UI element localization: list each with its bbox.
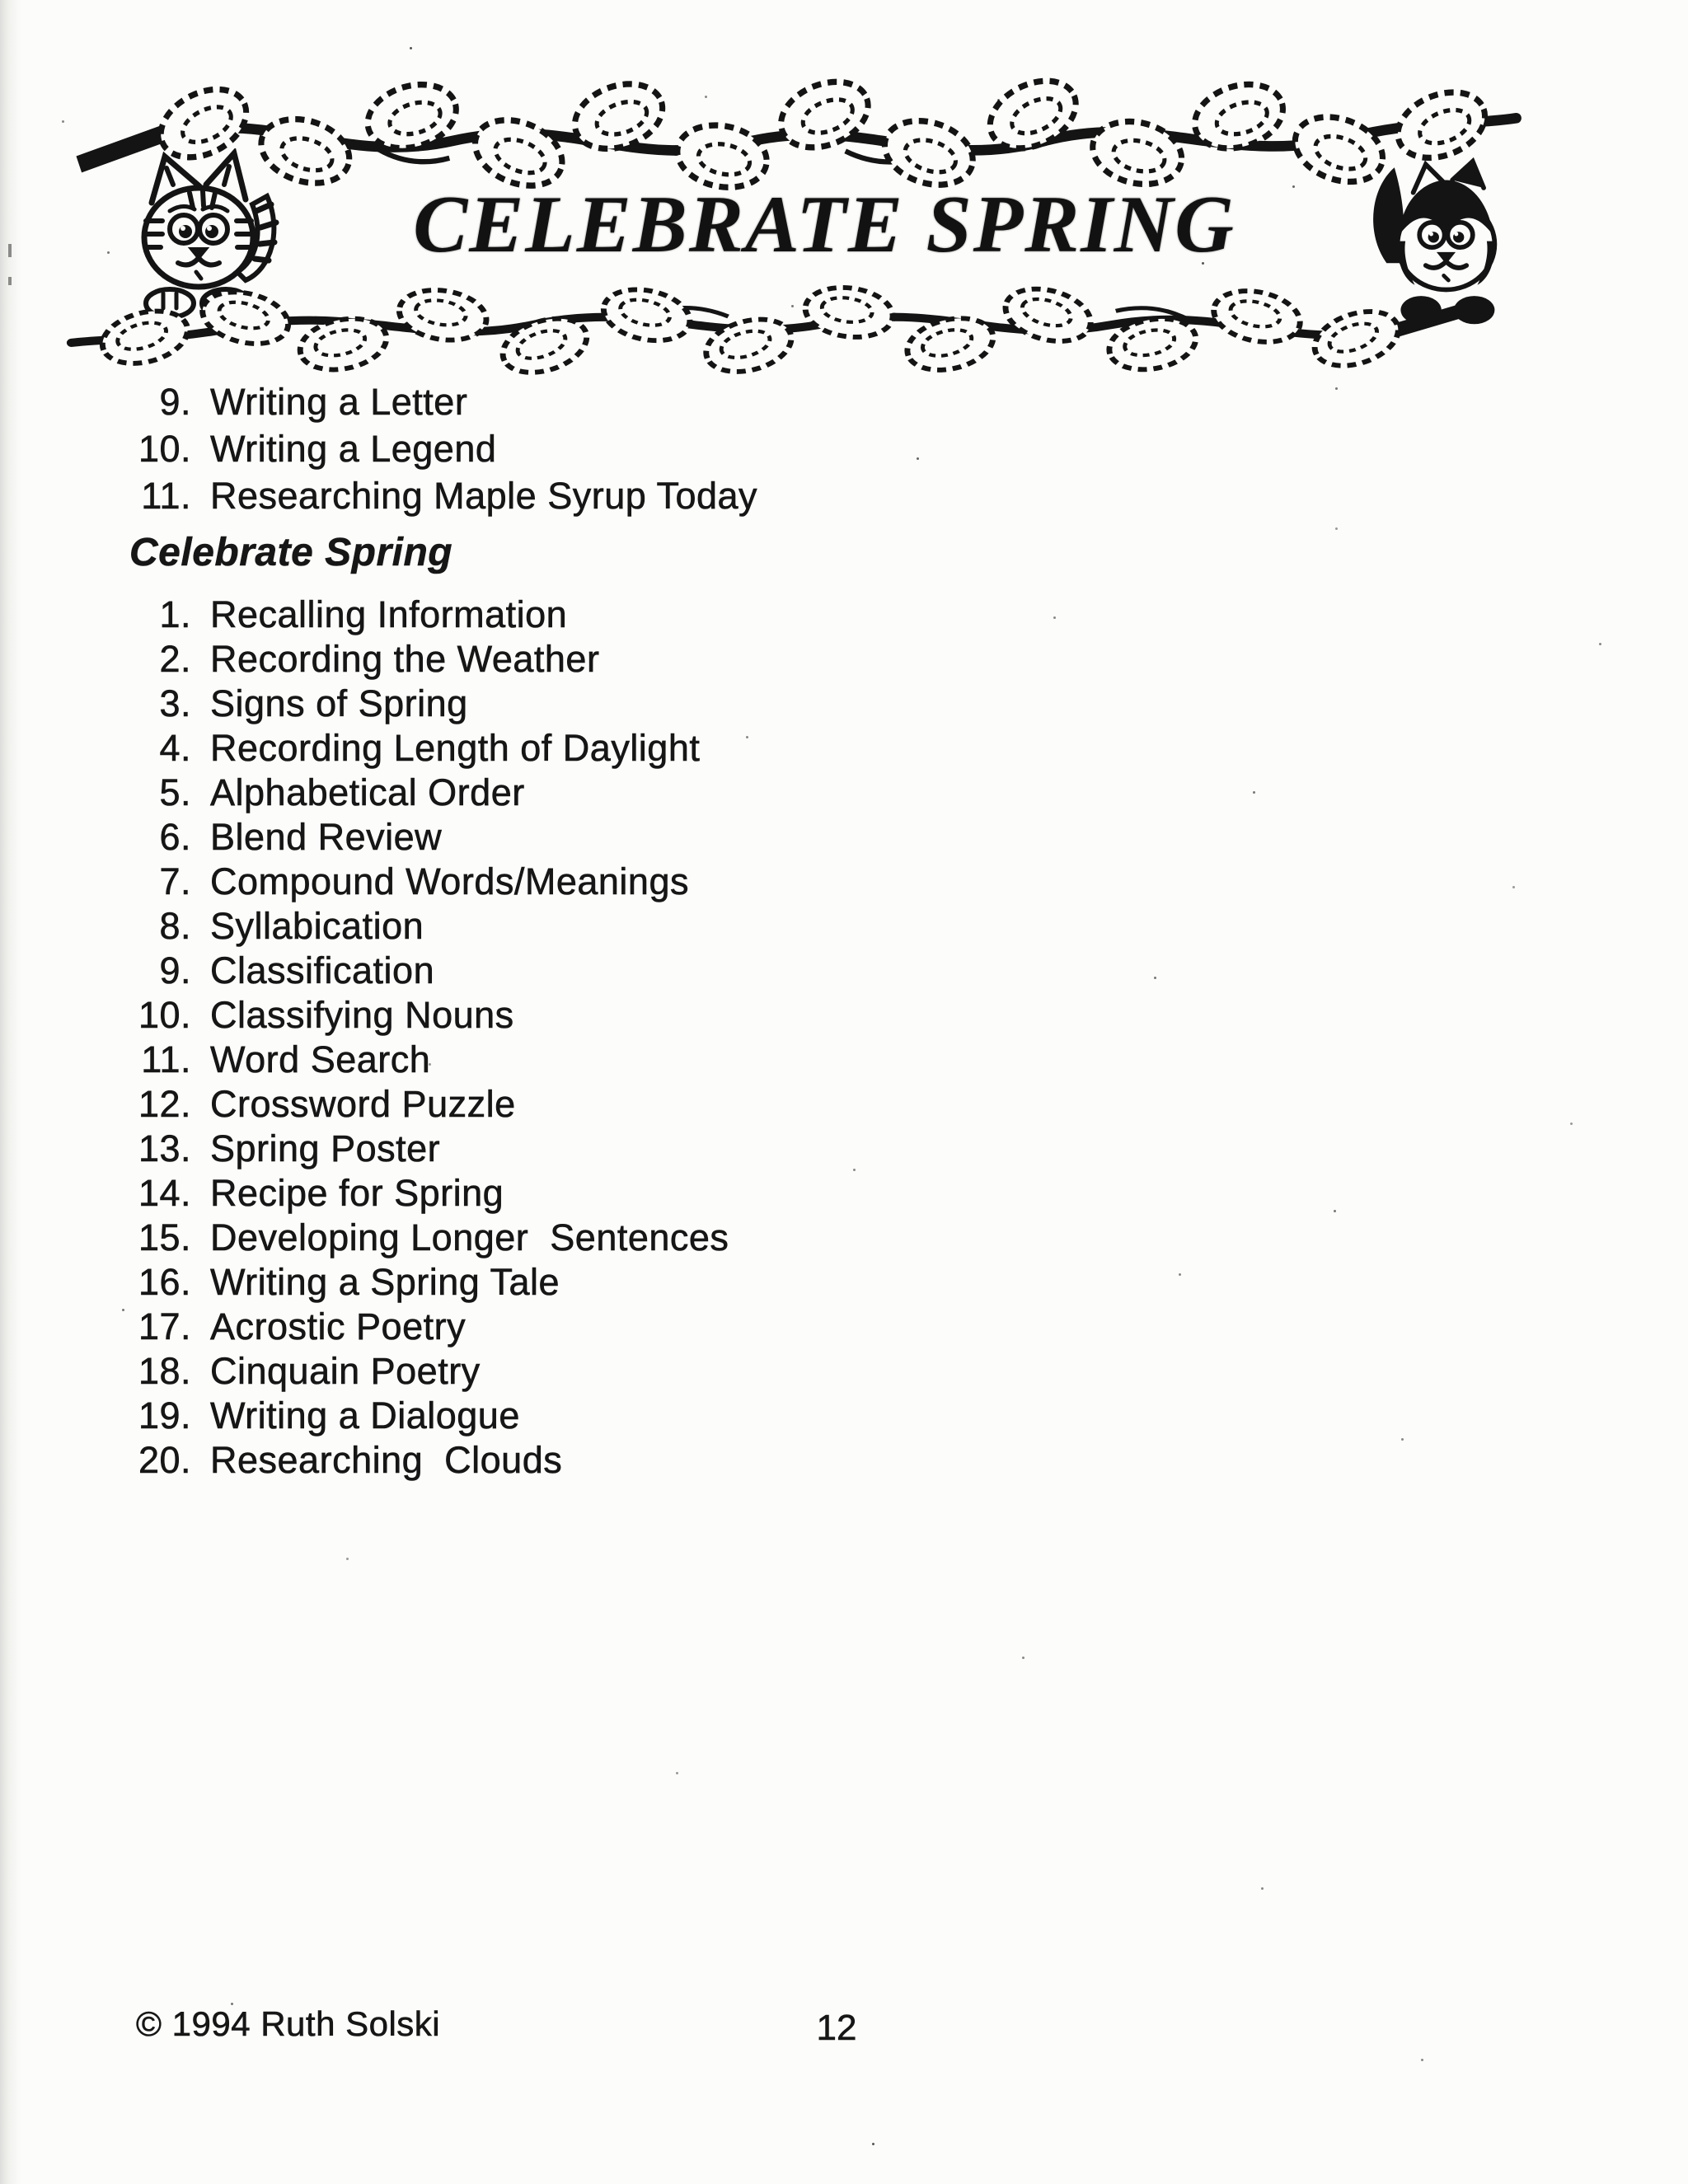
list-item-number: 16. (138, 1261, 191, 1303)
list-item-label: Writing a Letter (210, 381, 468, 423)
list-item-number: 3. (159, 682, 191, 724)
list-item (122, 1127, 729, 1172)
list-item-label: Classifying Nouns (210, 994, 514, 1036)
list-item-label: Alphabetical Order (210, 771, 525, 813)
list-item (122, 860, 729, 905)
list-item-label: Crossword Puzzle (210, 1083, 516, 1125)
list-item-label: Recalling Information (210, 593, 568, 635)
list-item-number: 18. (138, 1350, 191, 1392)
list-item-label: Developing Longer Sentences (210, 1216, 729, 1258)
list-item-number: 4. (159, 727, 191, 769)
list-item-number: 20. (138, 1439, 191, 1481)
list-item (122, 816, 729, 860)
list-item-number: 9. (159, 381, 191, 423)
list-item (122, 1216, 729, 1261)
list-item-label: Spring Poster (210, 1127, 441, 1169)
list-item-number: 11. (141, 1038, 191, 1080)
page-title: CELEBRATE SPRING (413, 180, 1236, 269)
list-item-number: 6. (159, 816, 191, 858)
list-item-number: 7. (159, 860, 191, 902)
list-item (122, 1305, 729, 1350)
list-item-label: Recipe for Spring (210, 1172, 504, 1214)
list-item-number: 10. (138, 428, 191, 470)
list-item-label: Signs of Spring (210, 682, 468, 724)
list-item (122, 771, 729, 816)
list-item-number: 9. (159, 949, 191, 991)
page-number: 12 (816, 2008, 857, 2048)
scan-artifact (8, 277, 12, 285)
list-item-number: 5. (159, 771, 191, 813)
copyright-notice: © 1994 Ruth Solski (136, 2004, 441, 2043)
scan-artifact (8, 244, 12, 257)
list-item-number: 11. (141, 475, 191, 517)
list-item-label: Cinquain Poetry (210, 1350, 481, 1392)
list-item-number: 1. (159, 593, 191, 635)
list-item-label: Writing a Legend (210, 428, 497, 470)
list-item-number: 15. (138, 1216, 191, 1258)
list-item (122, 638, 729, 682)
list-item (122, 949, 729, 994)
scan-edge-shadow (0, 0, 21, 2184)
list-item (122, 1394, 729, 1439)
list-item (122, 727, 729, 771)
continued-activity-list (122, 381, 757, 522)
list-item-number: 19. (138, 1394, 191, 1436)
list-item-label: Writing a Spring Tale (210, 1261, 560, 1303)
list-item-label: Recording Length of Daylight (210, 727, 701, 769)
list-item-number: 12. (138, 1083, 191, 1125)
list-item (122, 1083, 729, 1127)
list-item-number: 2. (159, 638, 191, 680)
scan-noise (0, 0, 2, 2)
list-item-number: 10. (138, 994, 191, 1036)
list-item (122, 1172, 729, 1216)
list-item-label: Blend Review (210, 816, 443, 858)
list-item-label: Acrostic Poetry (210, 1305, 467, 1347)
list-item (122, 381, 757, 428)
pussy-willow-branch-icon (59, 282, 1495, 386)
list-item (122, 682, 729, 727)
list-item-label: Word Search (210, 1038, 431, 1080)
list-item (122, 593, 729, 638)
list-item-number: 8. (159, 905, 191, 947)
list-item-label: Classification (210, 949, 435, 991)
section-heading: Celebrate Spring (129, 531, 453, 574)
list-item (122, 1038, 729, 1083)
list-item-label: Recording the Weather (210, 638, 600, 680)
list-item (122, 475, 757, 522)
list-item (122, 428, 757, 475)
list-item-label: Compound Words/Meanings (210, 860, 689, 902)
list-item (122, 1350, 729, 1394)
list-item-label: Researching Clouds (210, 1439, 563, 1481)
list-item (122, 994, 729, 1038)
list-item-label: Syllabication (210, 905, 424, 947)
list-item-number: 17. (138, 1305, 191, 1347)
list-item (122, 1439, 729, 1483)
list-item-number: 13. (138, 1127, 191, 1169)
list-item (122, 1261, 729, 1305)
list-item-number: 14. (138, 1172, 191, 1214)
list-item-label: Researching Maple Syrup Today (210, 475, 758, 517)
list-item (122, 905, 729, 949)
list-item-label: Writing a Dialogue (210, 1394, 520, 1436)
activity-list (122, 593, 729, 1483)
